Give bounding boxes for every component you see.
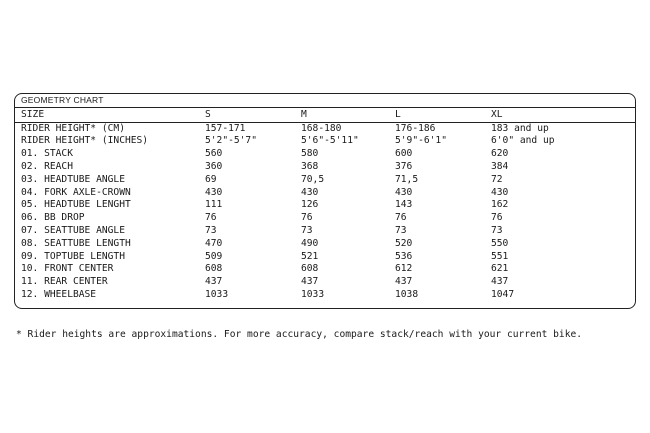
header-xl: XL xyxy=(491,109,503,120)
table-row xyxy=(15,263,635,276)
table-cell: 1033 xyxy=(205,288,229,300)
row-label: 05. HEADTUBE LENGHT xyxy=(21,199,131,211)
row-label: 03. HEADTUBE ANGLE xyxy=(21,173,125,185)
table-cell: 536 xyxy=(395,250,413,262)
table-cell: 72 xyxy=(491,173,503,185)
table-row xyxy=(15,289,635,302)
header-m: M xyxy=(301,109,307,120)
row-label: 02. REACH xyxy=(21,160,73,172)
table-cell: 1033 xyxy=(301,288,325,300)
table-row xyxy=(15,174,635,187)
table-cell: 437 xyxy=(301,276,319,288)
table-row xyxy=(15,187,635,200)
table-cell: 162 xyxy=(491,199,509,211)
row-label: RIDER HEIGHT* (CM) xyxy=(21,122,125,134)
table-cell: 1047 xyxy=(491,288,515,300)
table-cell: 6'0" and up xyxy=(491,135,555,147)
table-cell: 600 xyxy=(395,148,413,160)
row-label: 11. REAR CENTER xyxy=(21,276,108,288)
table-cell: 608 xyxy=(301,263,319,275)
row-label: 06. BB DROP xyxy=(21,212,85,224)
table-cell: 509 xyxy=(205,250,223,262)
table-cell: 76 xyxy=(395,212,407,224)
header-size: SIZE xyxy=(21,109,45,120)
table-cell: 360 xyxy=(205,160,223,172)
table-cell: 76 xyxy=(491,212,503,224)
table-cell: 368 xyxy=(301,160,319,172)
table-cell: 73 xyxy=(395,224,407,236)
table-row xyxy=(15,199,635,212)
row-label: 10. FRONT CENTER xyxy=(21,263,114,275)
table-cell: 126 xyxy=(301,199,319,211)
table-header-row xyxy=(15,109,635,123)
table-cell: 437 xyxy=(395,276,413,288)
table-cell: 73 xyxy=(205,224,217,236)
table-cell: 71,5 xyxy=(395,173,419,185)
table-cell: 111 xyxy=(205,199,223,211)
table-cell: 430 xyxy=(205,186,223,198)
table-cell: 5'6"-5'11" xyxy=(301,135,359,147)
table-cell: 620 xyxy=(491,148,509,160)
table-cell: 551 xyxy=(491,250,509,262)
table-row xyxy=(15,148,635,161)
table-cell: 430 xyxy=(301,186,319,198)
table-cell: 70,5 xyxy=(301,173,325,185)
table-row xyxy=(15,238,635,251)
table-cell: 143 xyxy=(395,199,413,211)
geometry-chart xyxy=(14,93,636,309)
row-label: 08. SEATTUBE LENGTH xyxy=(21,237,131,249)
table-cell: 376 xyxy=(395,160,413,172)
table-cell: 176-186 xyxy=(395,122,436,134)
table-cell: 5'2"-5'7" xyxy=(205,135,257,147)
table-row xyxy=(15,123,635,136)
table-cell: 5'9"-6'1" xyxy=(395,135,447,147)
table-cell: 560 xyxy=(205,148,223,160)
table-row xyxy=(15,251,635,264)
header-s: S xyxy=(205,109,211,120)
table-cell: 550 xyxy=(491,237,509,249)
table-cell: 520 xyxy=(395,237,413,249)
row-label: 01. STACK xyxy=(21,148,73,160)
table-cell: 580 xyxy=(301,148,319,160)
table-row xyxy=(15,276,635,289)
table-cell: 437 xyxy=(205,276,223,288)
table-cell: 430 xyxy=(395,186,413,198)
table-cell: 430 xyxy=(491,186,509,198)
row-label: 04. FORK AXLE-CROWN xyxy=(21,186,131,198)
table-cell: 183 and up xyxy=(491,122,549,134)
header-l: L xyxy=(395,109,401,120)
row-label: RIDER HEIGHT* (INCHES) xyxy=(21,135,149,147)
table-cell: 76 xyxy=(205,212,217,224)
table-cell: 612 xyxy=(395,263,413,275)
row-label: 09. TOPTUBE LENGTH xyxy=(21,250,125,262)
table-cell: 69 xyxy=(205,173,217,185)
table-cell: 1038 xyxy=(395,288,419,300)
table-cell: 73 xyxy=(301,224,313,236)
table-cell: 470 xyxy=(205,237,223,249)
table-cell: 437 xyxy=(491,276,509,288)
table-cell: 157-171 xyxy=(205,122,246,134)
table-cell: 621 xyxy=(491,263,509,275)
table-cell: 608 xyxy=(205,263,223,275)
table-cell: 168-180 xyxy=(301,122,342,134)
chart-title: GEOMETRY CHART xyxy=(15,94,635,108)
table-cell: 73 xyxy=(491,224,503,236)
table-row xyxy=(15,225,635,238)
footnote: * Rider heights are approximations. For more accuracy, compare stack/reach with your current bike. xyxy=(16,329,583,340)
table-cell: 521 xyxy=(301,250,319,262)
table-row xyxy=(15,135,635,148)
row-label: 07. SEATTUBE ANGLE xyxy=(21,224,125,236)
table-cell: 384 xyxy=(491,160,509,172)
table-cell: 76 xyxy=(301,212,313,224)
table-row xyxy=(15,212,635,225)
table-row xyxy=(15,161,635,174)
row-label: 12. WHEELBASE xyxy=(21,288,97,300)
table-cell: 490 xyxy=(301,237,319,249)
